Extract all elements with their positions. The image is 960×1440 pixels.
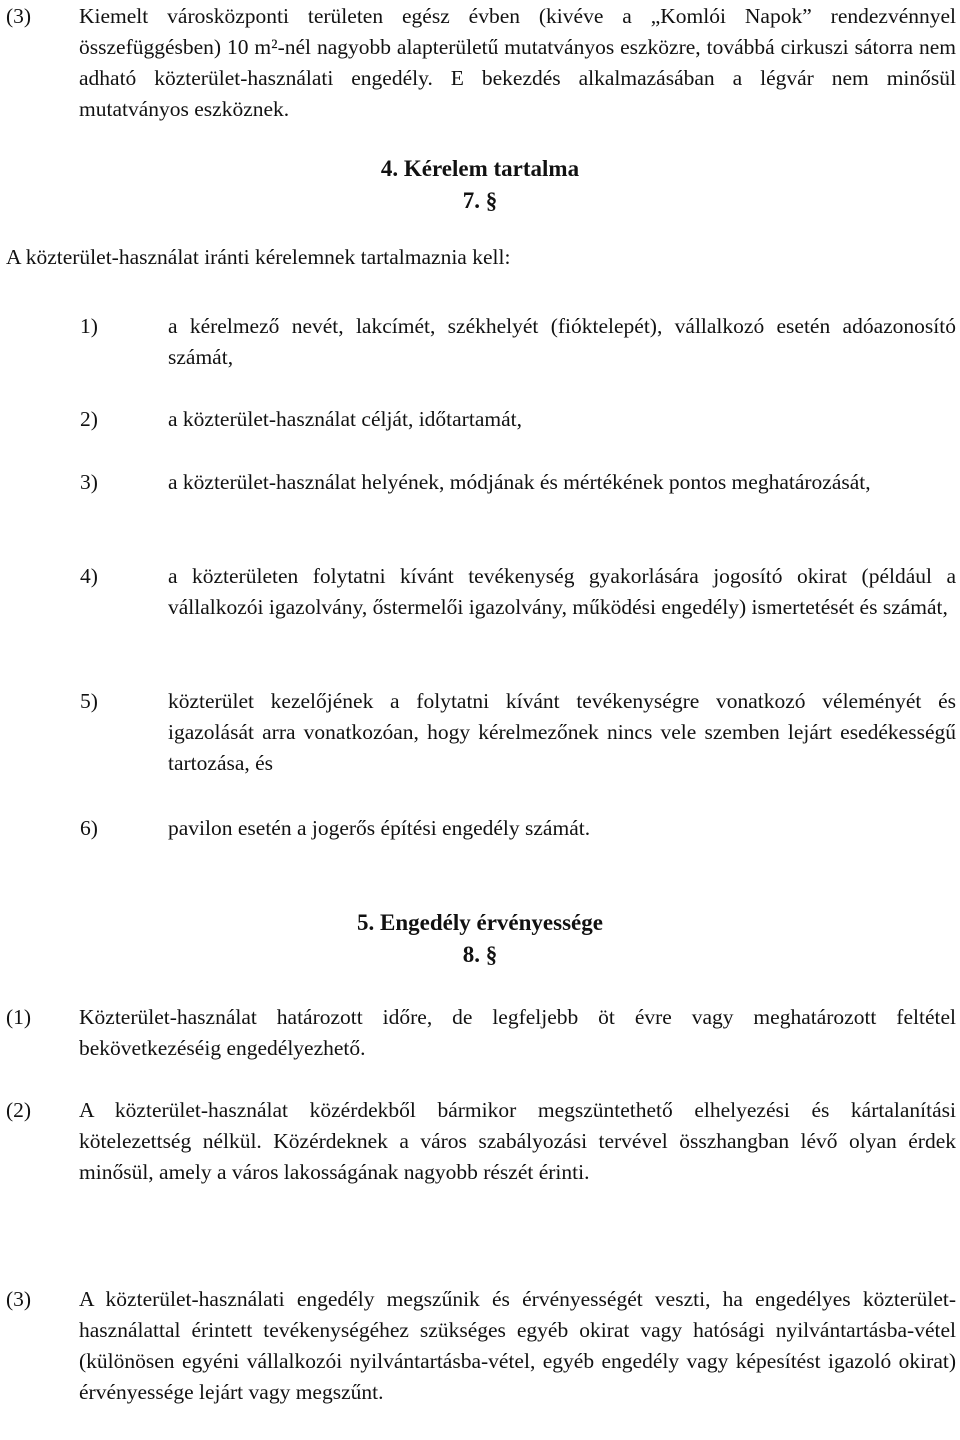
paragraph-number: (2): [6, 1098, 32, 1122]
list-item-number: 2): [80, 407, 98, 431]
paragraph-number: (3): [6, 4, 32, 28]
list-item: [80, 686, 956, 779]
paragraph-text: Közterület-használat határozott időre, de legfeljebb öt évre vagy meghatározott feltétel bekövetkezéséig engedélyezhető.: [79, 1005, 956, 1060]
list-item-text: a közterület-használat célját, időtartamát,: [168, 407, 522, 431]
paragraph-2: [6, 1095, 956, 1188]
paragraph-text: A közterület-használat közérdekből bármikor megszüntethető elhelyezési és kártalanítási kötelezettség nélkül. Közérdeknek a város szabályozási tervével összhangban lévő olyan érdek minősül, amely a város lakosságának nagyobb részét érinti.: [79, 1098, 956, 1184]
paragraph-3: [6, 1284, 956, 1408]
list-item-text: a kérelmező nevét, lakcímét, székhelyét (fióktelepét), vállalkozó esetén adóazonosító számát,: [168, 314, 956, 369]
paragraph-3-continued: [6, 1, 956, 125]
chapter-4-heading: 4. Kérelem tartalma: [380, 156, 580, 181]
list-item-number: 1): [80, 314, 98, 338]
list-item: [80, 311, 956, 373]
list-item-number: 3): [80, 470, 98, 494]
list-item-number: 5): [80, 689, 98, 713]
paragraph-number: (3): [6, 1287, 32, 1311]
section-7-heading: 7. §: [462, 188, 498, 213]
paragraph-1: [6, 1002, 956, 1064]
list-item: [80, 813, 956, 844]
list-item: [80, 561, 956, 623]
list-item-text: közterület kezelőjének a folytatni kívánt tevékenységre vonatkozó véleményét és igazolását arra vonatkozóan, hogy kérelmezőnek nincs vele szemben lejárt esedékességű tartozása, és: [168, 689, 956, 775]
list-item-text: a közterület-használat helyének, módjának és mértékének pontos meghatározását,: [168, 470, 871, 494]
list-item-number: 4): [80, 564, 98, 588]
list-item: [80, 467, 956, 498]
paragraph-text: Kiemelt városközponti területen egész évben (kivéve a „Komlói Napok” rendezvénnyel összefüggésben) 10 m²-nél nagyobb alapterületű mutatványos eszközre, továbbá cirkuszi sátorra nem adható közterület-használati engedély. E bekezdés alkalmazásában a légvár nem minősül mutatványos eszköznek.: [79, 4, 956, 121]
paragraph-number: (1): [6, 1005, 32, 1029]
section-8-heading: 8. §: [462, 942, 498, 967]
list-item-number: 6): [80, 816, 98, 840]
section-7-intro: A közterület-használat iránti kérelemnek tartalmaznia kell:: [6, 245, 511, 269]
list-item: [80, 404, 956, 435]
paragraph-text: A közterület-használati engedély megszűnik és érvényességét veszti, ha engedélyes közterület-használattal érintett tevékenységéhez szükséges egyéb okirat vagy hatósági nyilvántartásba-vétel (különösen egyéni vállalkozói nyilvántartásba-vétel, egyéb engedély vagy képesítést igazoló okirat) érvényessége lejárt vagy megszűnt.: [79, 1287, 956, 1404]
list-item-text: pavilon esetén a jogerős építési engedély számát.: [168, 816, 591, 840]
chapter-5-heading: 5. Engedély érvényessége: [357, 910, 603, 935]
list-item-text: a közterületen folytatni kívánt tevékenység gyakorlására jogosító okirat (például a vállalkozói igazolvány, őstermelői igazolvány, működési engedély) ismertetését és számát,: [168, 564, 956, 619]
